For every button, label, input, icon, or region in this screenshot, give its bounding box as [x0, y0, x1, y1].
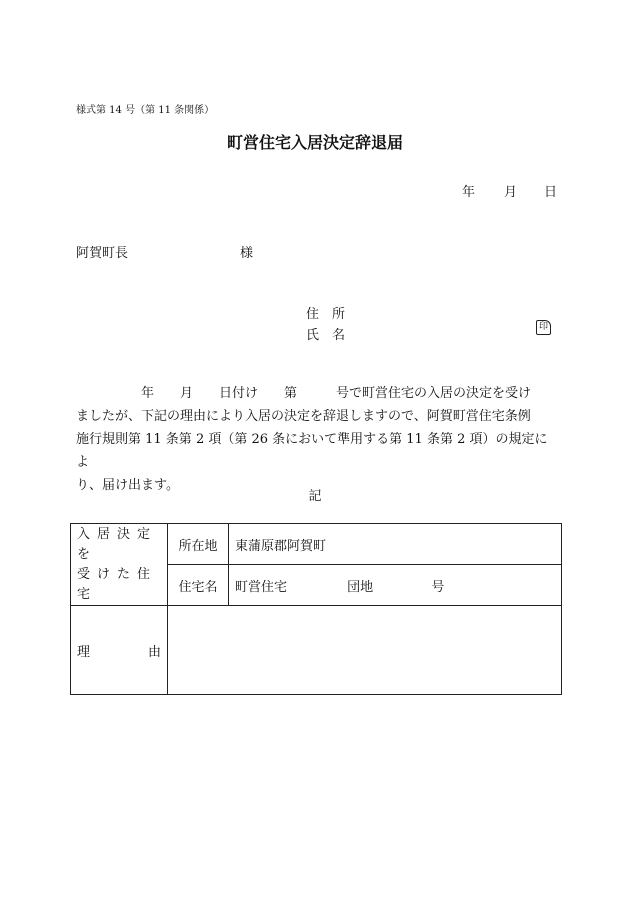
reason-field[interactable] — [168, 606, 562, 695]
form-number: 様式第 14 号（第 11 条関係） — [76, 105, 215, 116]
ki-heading: 記 — [308, 489, 322, 504]
location-label: 所在地 — [168, 524, 229, 565]
housing-go: 号 — [431, 579, 445, 595]
decided-housing-label-line2: 受けた住宅 — [77, 566, 158, 602]
form-title: 町営住宅入居決定辞退届 — [226, 133, 403, 152]
housing-prefix: 町営住宅 — [235, 579, 288, 595]
address-label: 住 所 — [306, 307, 346, 322]
addressee-name: 阿賀町長 — [76, 246, 129, 261]
body-text — [76, 382, 556, 497]
housing-info-table — [70, 523, 562, 695]
reason-label-2: 由 — [147, 644, 161, 660]
housing-name-field[interactable] — [229, 565, 562, 606]
seal-icon: 印 — [536, 320, 551, 335]
reason-label-1: 理 — [77, 644, 91, 660]
name-label: 氏 名 — [306, 328, 346, 343]
date-month-label: 月 — [504, 185, 518, 200]
housing-name-label: 住宅名 — [168, 565, 229, 606]
body-line-3: 施行規則第 11 条第 2 項（第 26 条において準用する第 11 条第 2 項）の規定によ — [76, 432, 548, 470]
addressee-honorific: 様 — [240, 246, 254, 261]
date-day-label: 日 — [544, 185, 558, 200]
decided-housing-label-cell — [71, 524, 168, 606]
body-line-2: ましたが、下記の理由により入居の決定を辞退しますので、阿賀町営住宅条例 — [76, 409, 531, 424]
decided-housing-label-1 — [77, 525, 161, 565]
reason-label-cell — [71, 606, 168, 695]
body-line-1: 年 月 日付け 第 号で町営住宅の入居の決定を受け — [76, 386, 532, 401]
housing-danchi: 団地 — [347, 579, 374, 595]
decided-housing-label-line1: 入居決定を — [77, 526, 158, 562]
date-year-label: 年 — [462, 185, 476, 200]
location-value[interactable]: 東蒲原郡阿賀町 — [229, 524, 562, 565]
body-line-4: り、届け出ます。 — [76, 478, 179, 493]
decided-housing-label-2 — [77, 565, 161, 605]
